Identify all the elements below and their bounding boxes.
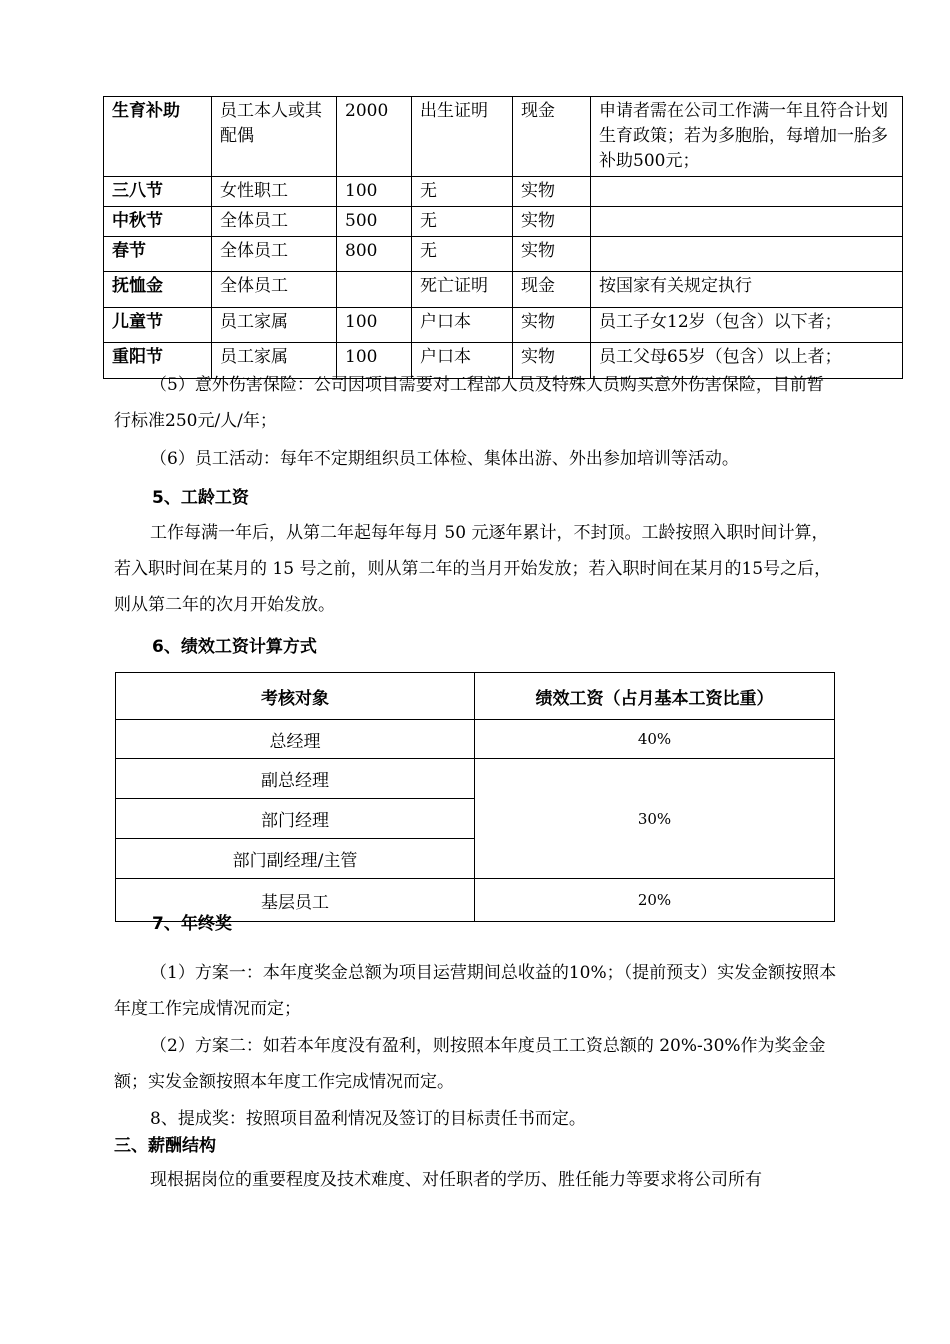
benefit-target: 员工本人或其配偶 (212, 97, 337, 177)
benefit-note: 按国家有关规定执行 (591, 272, 903, 308)
benefit-note (591, 207, 903, 237)
benefit-note (591, 177, 903, 207)
benefit-name: 三八节 (104, 177, 212, 207)
ratio-cell: 40% (475, 720, 835, 759)
benefit-note: 员工子女12岁（包含）以下者； (591, 308, 903, 343)
table-row (104, 237, 903, 272)
bonus-plan2-paragraph: （2）方案二：如若本年度没有盈利，则按照本年度员工工资总额的 20%-30%作为奖金金额；实发金额按照本年度工作完成情况而定。 (114, 1036, 826, 1092)
performance-table (115, 672, 835, 922)
bonus-plan1-paragraph: （1）方案一：本年度奖金总额为项目运营期间总收益的10%；（提前预支）实发金额按照本年度工作完成情况而定； (114, 963, 837, 1019)
bonus-heading: 7、年终奖 (152, 914, 232, 934)
position-cell: 部门经理 (116, 799, 475, 839)
benefit-target: 全体员工 (212, 237, 337, 272)
benefit-amount: 500 (337, 207, 412, 237)
benefit-target: 员工家属 (212, 343, 337, 379)
benefit-name: 儿童节 (104, 308, 212, 343)
benefit-proof: 无 (412, 177, 513, 207)
seniority-paragraph: 工作每满一年后，从第二年起每年每月 50 元逐年累计，不封顶。工龄按照入职时间计算，若入职时间在某月的 15 号之前，则从第二年的当月开始发放；若入职时间在某月的15号之后，则从第二年的次月开始发放。 (114, 523, 832, 615)
position-cell: 副总经理 (116, 759, 475, 799)
benefit-form: 实物 (513, 237, 591, 272)
benefits-table (103, 96, 903, 379)
table-row (104, 177, 903, 207)
benefit-target: 全体员工 (212, 207, 337, 237)
table-row (104, 272, 903, 308)
benefit-amount: 100 (337, 308, 412, 343)
benefit-form: 现金 (513, 97, 591, 177)
commission-paragraph: 8、提成奖：按照项目盈利情况及签订的目标责任书而定。 (150, 1109, 586, 1129)
ratio-cell: 30% (475, 759, 835, 879)
benefit-name: 重阳节 (104, 343, 212, 379)
structure-paragraph: 现根据岗位的重要程度及技术难度、对任职者的学历、胜任能力等要求将公司所有 (150, 1170, 762, 1190)
table-row (116, 759, 835, 799)
benefit-proof: 死亡证明 (412, 272, 513, 308)
benefit-form: 现金 (513, 272, 591, 308)
benefit-amount (337, 272, 412, 308)
benefit-amount: 2000 (337, 97, 412, 177)
column-header-target: 考核对象 (116, 673, 475, 720)
table-row (104, 97, 903, 177)
benefit-amount: 100 (337, 343, 412, 379)
activities-paragraph: （6）员工活动：每年不定期组织员工体检、集体出游、外出参加培训等活动。 (150, 449, 739, 469)
position-cell: 基层员工 (116, 879, 475, 922)
benefit-form: 实物 (513, 308, 591, 343)
benefit-form: 实物 (513, 177, 591, 207)
insurance-paragraph: （5）意外伤害保险：公司因项目需要对工程部人员及特殊人员购买意外伤害保险，目前暂行标准250元/人/年； (114, 375, 824, 431)
benefit-name: 生育补助 (104, 97, 212, 177)
benefit-target: 员工家属 (212, 308, 337, 343)
benefit-proof: 出生证明 (412, 97, 513, 177)
benefit-note (591, 237, 903, 272)
performance-heading: 6、绩效工资计算方式 (152, 637, 317, 657)
benefit-proof: 户口本 (412, 308, 513, 343)
ratio-cell: 20% (475, 879, 835, 922)
benefit-name: 抚恤金 (104, 272, 212, 308)
benefit-target: 全体员工 (212, 272, 337, 308)
benefit-name: 春节 (104, 237, 212, 272)
table-row (104, 308, 903, 343)
structure-heading: 三、薪酬结构 (114, 1136, 216, 1156)
benefit-amount: 800 (337, 237, 412, 272)
benefit-proof: 无 (412, 237, 513, 272)
table-header-row (116, 673, 835, 720)
position-cell: 总经理 (116, 720, 475, 759)
benefit-name: 中秋节 (104, 207, 212, 237)
position-cell: 部门副经理/主管 (116, 839, 475, 879)
benefit-target: 女性职工 (212, 177, 337, 207)
table-row (104, 207, 903, 237)
benefit-proof: 无 (412, 207, 513, 237)
benefit-note: 申请者需在公司工作满一年且符合计划生育政策；若为多胞胎，每增加一胎多补助500元； (591, 97, 903, 177)
seniority-heading: 5、工龄工资 (152, 488, 249, 508)
benefit-proof: 户口本 (412, 343, 513, 379)
benefit-amount: 100 (337, 177, 412, 207)
benefit-note: 员工父母65岁（包含）以上者； (591, 343, 903, 379)
table-row (116, 720, 835, 759)
benefit-form: 实物 (513, 343, 591, 379)
benefit-form: 实物 (513, 207, 591, 237)
column-header-ratio: 绩效工资（占月基本工资比重） (475, 673, 835, 720)
